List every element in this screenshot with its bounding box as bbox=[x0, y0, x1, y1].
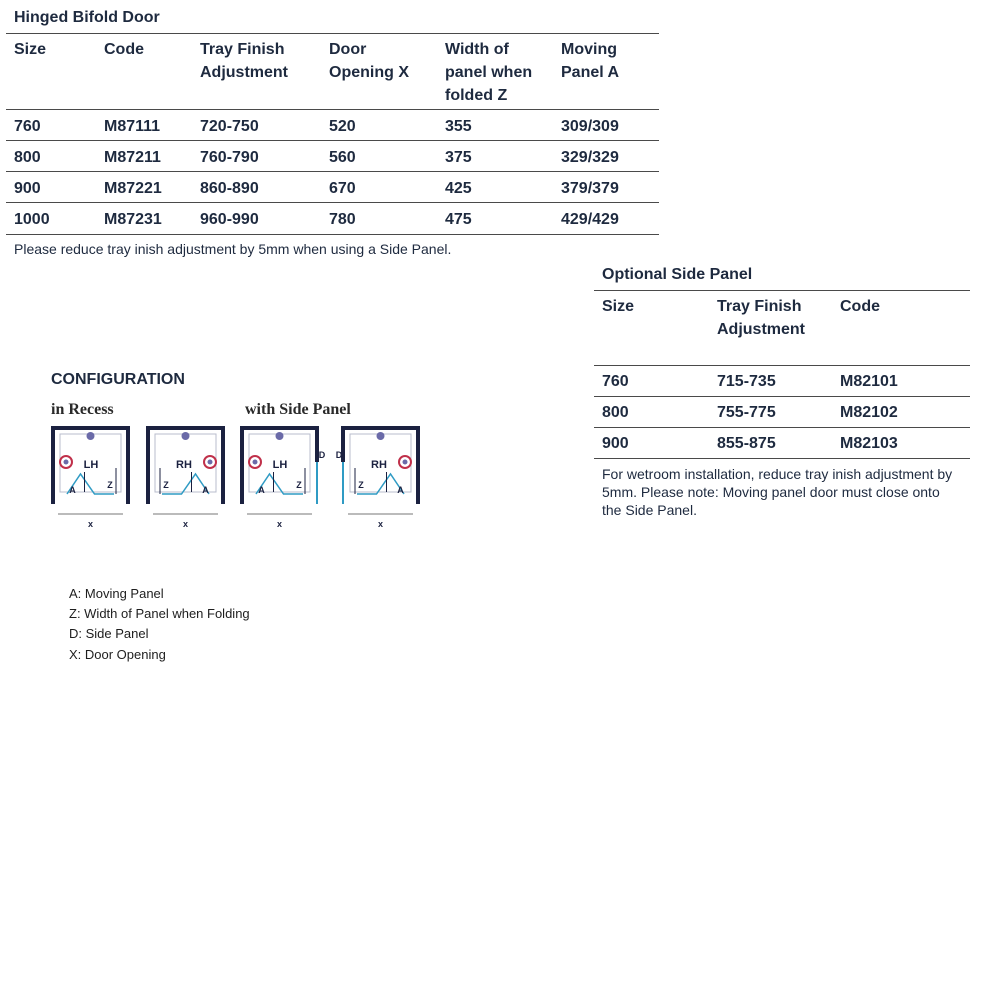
side-header-size: Size bbox=[602, 298, 635, 315]
legend-item: X: Door Opening bbox=[69, 647, 166, 662]
fold-label: Z bbox=[163, 480, 169, 490]
divider bbox=[6, 109, 659, 110]
table-cell: 800 bbox=[14, 149, 41, 166]
opening-label: x bbox=[377, 519, 384, 529]
fold-label: Z bbox=[107, 480, 113, 490]
shower-head-icon bbox=[276, 432, 284, 440]
table-cell: M82103 bbox=[840, 435, 898, 452]
table-cell: M82102 bbox=[840, 404, 898, 421]
table-cell: M87231 bbox=[104, 211, 162, 228]
table-cell: 755-775 bbox=[717, 404, 776, 421]
divider bbox=[6, 33, 659, 34]
moving-panel-label: A bbox=[397, 485, 404, 495]
moving-panel-label: A bbox=[258, 485, 265, 495]
moving-panel-label: A bbox=[202, 485, 209, 495]
table-cell: 800 bbox=[602, 404, 629, 421]
legend-item: Z: Width of Panel when Folding bbox=[69, 606, 250, 621]
opening-label: x bbox=[87, 519, 94, 529]
shower-head-icon bbox=[377, 432, 385, 440]
hand-label: RH bbox=[176, 459, 192, 471]
table-cell: 855-875 bbox=[717, 435, 776, 452]
table-cell: 720-750 bbox=[200, 118, 259, 135]
side-panel-label: D bbox=[318, 450, 326, 460]
divider bbox=[594, 290, 970, 291]
bifold-header-width: Width of panel when folded Z bbox=[445, 41, 533, 104]
table-cell: M87211 bbox=[104, 149, 161, 166]
bifold-header-tray: Tray Finish Adjustment bbox=[200, 41, 288, 81]
configuration-diagrams bbox=[0, 420, 440, 530]
bifold-note: Please reduce tray inish adjustment by 5mm when using a Side Panel. bbox=[14, 241, 452, 257]
valve-icon bbox=[64, 460, 69, 465]
side-header-code: Code bbox=[840, 298, 880, 315]
table-cell: 900 bbox=[602, 435, 629, 452]
shower-head-icon bbox=[87, 432, 95, 440]
divider bbox=[594, 396, 970, 397]
side-panel-note: For wetroom installation, reduce tray inish adjustment by 5mm. Please note: Moving panel door must close onto the Side Panel. bbox=[602, 466, 953, 518]
table-cell: 900 bbox=[14, 180, 41, 197]
bifold-header-code: Code bbox=[104, 41, 144, 58]
bifold-header-size: Size bbox=[14, 41, 47, 58]
legend-item: A: Moving Panel bbox=[69, 586, 164, 601]
table-cell: 715-735 bbox=[717, 373, 776, 390]
moving-panel-label: A bbox=[69, 485, 76, 495]
table-cell: 520 bbox=[329, 118, 356, 135]
in-recess-label: in Recess bbox=[51, 401, 114, 418]
fold-label: Z bbox=[296, 480, 302, 490]
divider bbox=[6, 140, 659, 141]
side-panel-label: D bbox=[335, 450, 343, 460]
table-cell: 780 bbox=[329, 211, 356, 228]
table-cell: 760 bbox=[602, 373, 629, 390]
table-cell: 375 bbox=[445, 149, 472, 166]
table-cell: M87221 bbox=[104, 180, 162, 197]
divider bbox=[6, 234, 659, 235]
table-cell: 1000 bbox=[14, 211, 50, 228]
table-cell: 860-890 bbox=[200, 180, 259, 197]
valve-icon bbox=[253, 460, 258, 465]
table-cell: 429/429 bbox=[561, 211, 619, 228]
configuration-title: CONFIGURATION bbox=[51, 371, 185, 388]
divider bbox=[594, 365, 970, 366]
table-cell: M82101 bbox=[840, 373, 898, 390]
opening-label: x bbox=[276, 519, 283, 529]
valve-icon bbox=[403, 460, 408, 465]
divider bbox=[6, 202, 659, 203]
valve-icon bbox=[208, 460, 213, 465]
hand-label: LH bbox=[272, 459, 288, 471]
bifold-header-moving: Moving Panel A bbox=[561, 41, 620, 81]
hand-label: RH bbox=[371, 459, 387, 471]
table-cell: 379/379 bbox=[561, 180, 619, 197]
table-cell: 760-790 bbox=[200, 149, 259, 166]
table-cell: 355 bbox=[445, 118, 472, 135]
hand-label: LH bbox=[83, 459, 99, 471]
side-panel-title: Optional Side Panel bbox=[602, 266, 753, 283]
table-cell: 329/329 bbox=[561, 149, 619, 166]
fold-label: Z bbox=[358, 480, 364, 490]
table-cell: 475 bbox=[445, 211, 472, 228]
table-cell: 425 bbox=[445, 180, 472, 197]
bifold-title: Hinged Bifold Door bbox=[14, 9, 160, 26]
divider bbox=[594, 427, 970, 428]
table-cell: 760 bbox=[14, 118, 41, 135]
table-cell: M87111 bbox=[104, 118, 161, 135]
with-side-panel-label: with Side Panel bbox=[245, 401, 351, 418]
table-cell: 560 bbox=[329, 149, 356, 166]
table-cell: 309/309 bbox=[561, 118, 619, 135]
table-cell: 670 bbox=[329, 180, 356, 197]
divider bbox=[6, 171, 659, 172]
opening-label: x bbox=[182, 519, 189, 529]
divider bbox=[594, 458, 970, 459]
table-cell: 960-990 bbox=[200, 211, 259, 228]
shower-head-icon bbox=[182, 432, 190, 440]
legend-item: D: Side Panel bbox=[69, 626, 149, 641]
side-header-tray: Tray Finish Adjustment bbox=[717, 298, 805, 338]
bifold-header-opening: Door Opening X bbox=[329, 41, 409, 81]
